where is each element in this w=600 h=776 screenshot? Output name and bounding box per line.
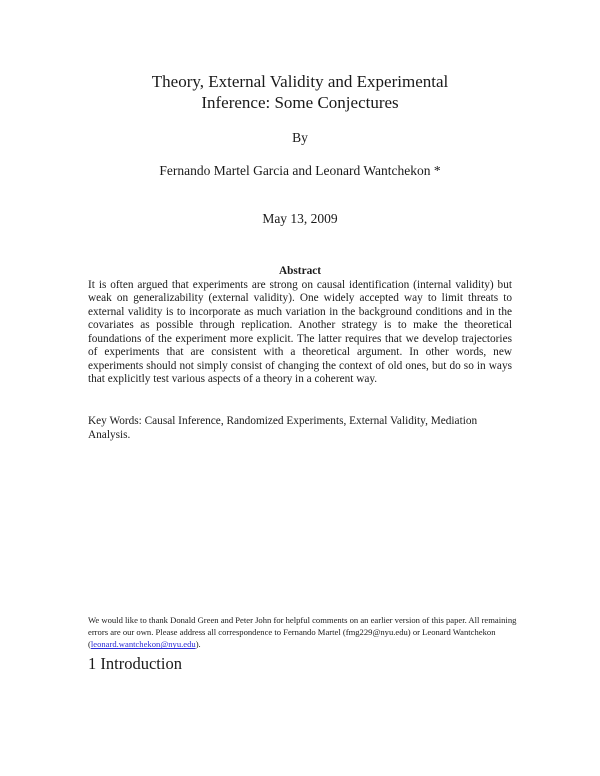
abstract-text: It is often argued that experiments are strong on causal identification (internal validity) but weak on generalizability (external validity). One widely accepted way to limit threats to external validity is to incorporate as much variation in the background conditions and in the covariates as possible through replication. Another strategy is to make the theoretical foundations of the experiment more explicit. The latter requires that we develop trajectories of experiments that are consistent with a theoretical argument. In other words, new experiments should not simply consist of changing the context of old ones, but do so in ways that explicitly test various aspects of a theory in a coherent way. (88, 279, 512, 386)
abstract-heading: Abstract (278, 265, 322, 277)
title-line-1: Theory, External Validity and Experimental (151, 72, 449, 91)
section-heading: 1 Introduction (88, 654, 182, 673)
date: May 13, 2009 (262, 211, 338, 226)
footnote-text-end: ). (195, 639, 201, 650)
by-line: By (292, 130, 308, 145)
footnote (88, 614, 528, 651)
email-link[interactable]: leonard.wantchekon@nyu.edu (90, 639, 196, 650)
footnote-text: We would like to thank Donald Green and Peter John for helpful comments on an earlier version of this paper. All remaining errors are our own. Please address all correspondence to Fernando Martel (fmg229@nyu.edu) or Leonard Wantchekon ( (88, 615, 517, 650)
title-line-2: Inference: Some Conjectures (201, 93, 399, 112)
authors: Fernando Martel Garcia and Leonard Wantchekon * (159, 163, 441, 178)
keywords: Key Words: Causal Inference, Randomized Experiments, External Validity, Mediation Analysis. (88, 415, 478, 441)
paper-title (0, 71, 600, 113)
